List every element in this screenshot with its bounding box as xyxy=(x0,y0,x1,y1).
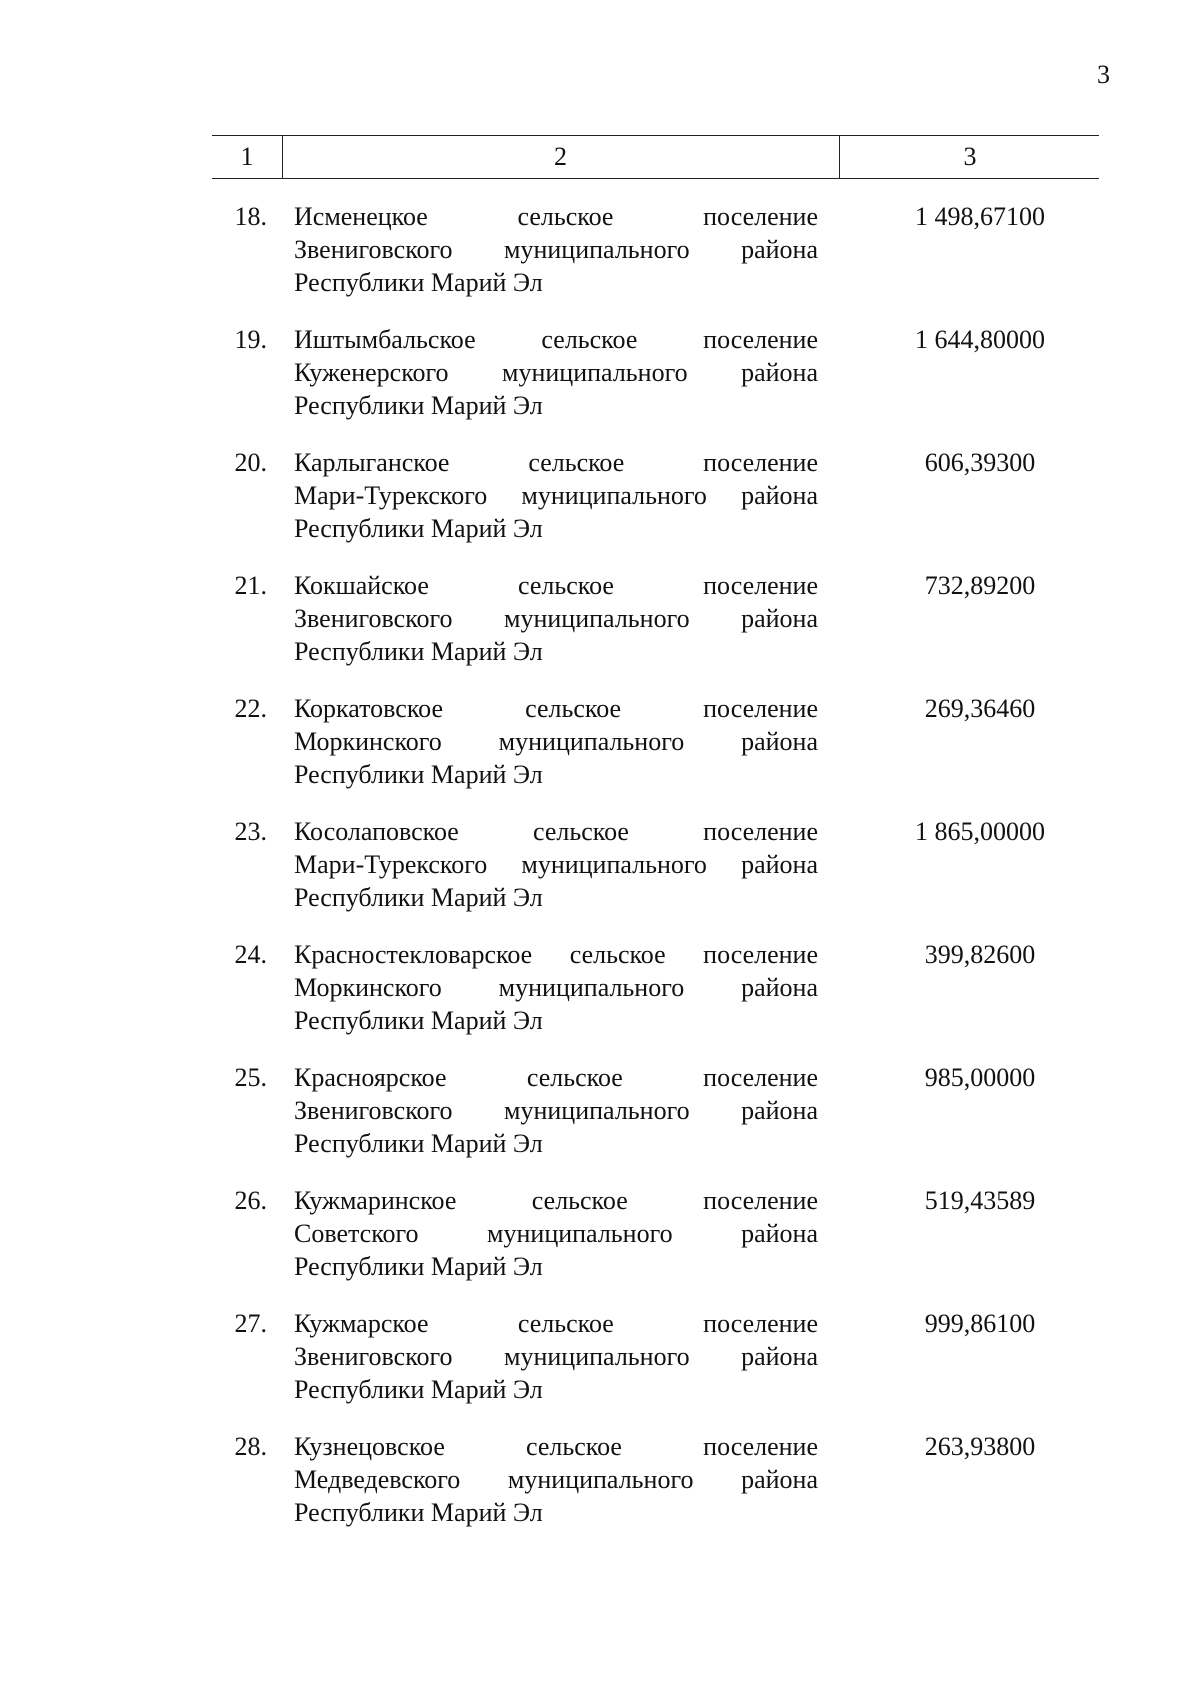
settlement-name-line: Красноярское сельское поселение xyxy=(294,1063,818,1092)
settlement-name-line: Карлыганское сельское поселение xyxy=(294,448,818,477)
amount: 269,36460 xyxy=(924,694,1036,723)
settlement-name-line: Медведевского муниципального района xyxy=(294,1465,818,1494)
table-row xyxy=(0,1184,1200,1307)
settlement-name-line: Красностекловарское сельское поселение xyxy=(294,940,818,969)
row-number: 27. xyxy=(234,1309,267,1338)
column-header-2: 2 xyxy=(282,136,838,178)
table-row xyxy=(0,1430,1200,1553)
settlement-name-line: Мари-Турекского муниципального района xyxy=(294,481,818,510)
settlement-name xyxy=(294,938,818,1037)
settlement-name xyxy=(294,692,818,791)
settlement-name-line: Иштымбальское сельское поселение xyxy=(294,325,818,354)
amount: 606,39300 xyxy=(924,448,1036,477)
column-header-1: 1 xyxy=(240,142,254,171)
settlement-name xyxy=(294,446,818,545)
table-row xyxy=(0,323,1200,446)
settlement-name-line: Республики Марий Эл xyxy=(294,391,543,420)
table-header xyxy=(212,135,1099,179)
table-row xyxy=(0,569,1200,692)
settlement-name xyxy=(294,1430,818,1529)
table-row xyxy=(0,692,1200,815)
settlement-name-line: Республики Марий Эл xyxy=(294,1375,543,1404)
settlement-name-line: Республики Марий Эл xyxy=(294,637,543,666)
settlement-name-line: Куженерского муниципального района xyxy=(294,358,818,387)
table-row xyxy=(0,446,1200,569)
settlement-name-line: Коркатовское сельское поселение xyxy=(294,694,818,723)
table-row xyxy=(0,200,1200,323)
amount: 732,89200 xyxy=(924,571,1036,600)
settlement-name xyxy=(294,569,818,668)
row-number: 21. xyxy=(234,571,267,600)
settlement-name-line: Исменецкое сельское поселение xyxy=(294,202,818,231)
settlement-name-line: Мари-Турекского муниципального района xyxy=(294,850,818,879)
row-number: 28. xyxy=(234,1432,267,1461)
table-body xyxy=(0,200,1200,1553)
table-row xyxy=(0,1307,1200,1430)
settlement-name-line: Советского муниципального района xyxy=(294,1219,818,1248)
row-number: 19. xyxy=(234,325,267,354)
amount: 1 498,67100 xyxy=(915,202,1045,231)
settlement-name-line: Кужмаринское сельское поселение xyxy=(294,1186,818,1215)
row-number: 20. xyxy=(234,448,267,477)
settlement-name-line: Звениговского муниципального района xyxy=(294,604,818,633)
settlement-name-line: Кужмарское сельское поселение xyxy=(294,1309,818,1338)
row-number: 25. xyxy=(234,1063,267,1092)
settlement-name xyxy=(294,1061,818,1160)
settlement-name xyxy=(294,323,818,422)
amount: 1 644,80000 xyxy=(915,325,1045,354)
amount: 1 865,00000 xyxy=(915,817,1045,846)
settlement-name-line: Звениговского муниципального района xyxy=(294,1342,818,1371)
settlement-name-line: Моркинского муниципального района xyxy=(294,727,818,756)
amount: 999,86100 xyxy=(924,1309,1036,1338)
settlement-name xyxy=(294,815,818,914)
settlement-name-line: Республики Марий Эл xyxy=(294,268,543,297)
table-row xyxy=(0,815,1200,938)
settlement-name-line: Республики Марий Эл xyxy=(294,760,543,789)
settlement-name xyxy=(294,1184,818,1283)
amount: 399,82600 xyxy=(924,940,1036,969)
settlement-name-line: Республики Марий Эл xyxy=(294,1129,543,1158)
table-row xyxy=(0,1061,1200,1184)
settlement-name-line: Республики Марий Эл xyxy=(294,1006,543,1035)
settlement-name-line: Республики Марий Эл xyxy=(294,883,543,912)
amount: 263,93800 xyxy=(924,1432,1036,1461)
row-number: 26. xyxy=(234,1186,267,1215)
amount: 519,43589 xyxy=(924,1186,1036,1215)
settlement-name-line: Моркинского муниципального района xyxy=(294,973,818,1002)
settlement-name-line: Республики Марий Эл xyxy=(294,1252,543,1281)
settlement-name-line: Звениговского муниципального района xyxy=(294,235,818,264)
table-row xyxy=(0,938,1200,1061)
row-number: 22. xyxy=(234,694,267,723)
settlement-name xyxy=(294,1307,818,1406)
column-header-3: 3 xyxy=(839,136,1100,178)
settlement-name-line: Кокшайское сельское поселение xyxy=(294,571,818,600)
settlement-name-line: Республики Марий Эл xyxy=(294,514,543,543)
settlement-name-line: Звениговского муниципального района xyxy=(294,1096,818,1125)
amount: 985,00000 xyxy=(924,1063,1036,1092)
settlement-name-line: Кузнецовское сельское поселение xyxy=(294,1432,818,1461)
row-number: 23. xyxy=(234,817,267,846)
settlement-name xyxy=(294,200,818,299)
settlement-name-line: Косолаповское сельское поселение xyxy=(294,817,818,846)
settlement-name-line: Республики Марий Эл xyxy=(294,1498,543,1527)
row-number: 24. xyxy=(234,940,267,969)
row-number: 18. xyxy=(234,202,267,231)
page-number: 3 xyxy=(1097,60,1110,89)
